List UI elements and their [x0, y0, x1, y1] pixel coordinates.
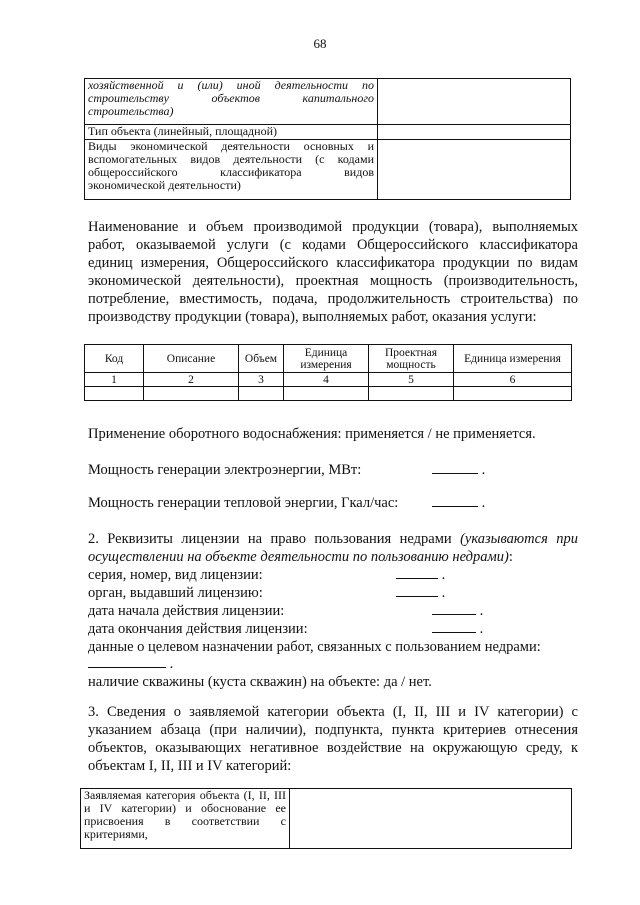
table-cell-label: Виды экономической деятельности основных и вспомогательных видов деятельности (с кодами общероссийского классификатора видов экономической деятельности): [85, 140, 378, 200]
column-header-unit: Единица измерения: [284, 345, 369, 373]
punctuation: .: [441, 585, 446, 601]
products-table: [84, 344, 572, 401]
license-purpose-label: данные о целевом назначении работ, связанных с пользованием недрами:: [88, 639, 541, 655]
column-number: 1: [85, 373, 144, 387]
heat-power-field: [432, 494, 485, 512]
water-recycling-text: Применение оборотного водоснабжения: применяется / не применяется.: [88, 426, 536, 442]
column-number: 6: [454, 373, 572, 387]
license-issuer-label: орган, выдавший лицензию:: [88, 585, 263, 601]
license-purpose-field: [88, 655, 173, 673]
electric-power-label: Мощность генерации электроэнергии, МВт:: [88, 462, 362, 478]
column-number: 5: [369, 373, 454, 387]
punctuation: .: [481, 495, 486, 511]
table-cell: [239, 387, 284, 401]
punctuation: .: [479, 603, 484, 619]
table-cell-label: Заявляемая категория объекта (I, II, III и IV категории) и обоснование ее присвоения в соответствии с критериями,: [81, 789, 290, 849]
electric-power-field: [432, 461, 485, 479]
punctuation: :: [287, 758, 292, 774]
column-header-code: Код: [85, 345, 144, 373]
table-cell: [144, 387, 239, 401]
table-cell: [454, 387, 572, 401]
table-cell-label: Тип объекта (линейный, площадной): [85, 125, 378, 140]
column-number: 2: [144, 373, 239, 387]
license-end-label: дата окончания действия лицензии:: [88, 621, 308, 637]
punctuation: :: [508, 549, 513, 565]
table-row: [85, 373, 572, 387]
column-number: 4: [284, 373, 369, 387]
section-3-text: [88, 703, 578, 775]
section-3-body: 3. Сведения о заявляемой категории объекта (I, II, III и IV категории) с указанием абзаца (при наличии), подпункта, пункта критериев отнесения объектов, оказывающих негативное воздействие на окружающую среду, к объектам I, II, III и IV категорий: [88, 704, 578, 774]
table-cell-value: [378, 125, 571, 140]
object-info-table: [84, 78, 571, 200]
heat-power-label: Мощность генерации тепловой энергии, Гкал/час:: [88, 495, 399, 511]
column-number: 3: [239, 373, 284, 387]
table-cell-value: [378, 79, 571, 125]
license-start-field: [432, 602, 483, 620]
section-2-title-note: (указываются при осуществлении на объекте деятельности по пользованию недрами): [88, 531, 578, 565]
category-table: [80, 788, 572, 849]
page-number: 68: [313, 36, 327, 51]
section-2-title-text: 2. Реквизиты лицензии на право пользования недрами: [88, 531, 461, 547]
column-header-description: Описание: [144, 345, 239, 373]
column-header-volume: Объем: [239, 345, 284, 373]
license-series-field: [396, 566, 445, 584]
punctuation: .: [441, 567, 446, 583]
license-issuer-field: [396, 584, 445, 602]
table-cell-label: хозяйственной и (или) иной деятельности по строительству объектов капитального строительства): [85, 79, 378, 125]
blank-line: [396, 584, 438, 597]
table-row: [85, 387, 572, 401]
section-2-title: [88, 530, 578, 566]
table-row: [85, 140, 571, 200]
table-cell: [284, 387, 369, 401]
blank-line: [432, 494, 478, 507]
blank-line: [432, 620, 476, 633]
license-series-label: серия, номер, вид лицензии:: [88, 567, 263, 583]
column-header-unit-2: Единица измерения: [454, 345, 572, 373]
table-row: [85, 79, 571, 125]
license-start-label: дата начала действия лицензии:: [88, 603, 285, 619]
products-paragraph: Наименование и объем производимой продукции (товара), выполняемых работ, оказываемой услуги (с кодами Общероссийского классификатора единиц измерения, Общероссийского классификатора продукции по видам экономической деятельности), проектная мощность (производительность, потребление, вместимость, подача, продолжительность строительства) по производству продукции (товара), выполняемых работ, оказания услуги:: [88, 219, 578, 325]
blank-line: [432, 461, 478, 474]
table-header-row: [85, 345, 572, 373]
table-cell-value: [378, 140, 571, 200]
table-row: [81, 789, 572, 849]
blank-line: [396, 566, 438, 579]
wells-text: наличие скважины (куста скважин) на объекте: да / нет.: [88, 674, 432, 690]
column-header-capacity: Проектная мощность: [369, 345, 454, 373]
table-cell-value: [290, 789, 572, 849]
blank-line: [88, 655, 166, 668]
table-cell: [369, 387, 454, 401]
punctuation: .: [479, 621, 484, 637]
license-end-field: [432, 620, 483, 638]
table-row: [85, 125, 571, 140]
punctuation: .: [169, 656, 174, 672]
punctuation: .: [481, 462, 486, 478]
table-cell: [85, 387, 144, 401]
blank-line: [432, 602, 476, 615]
